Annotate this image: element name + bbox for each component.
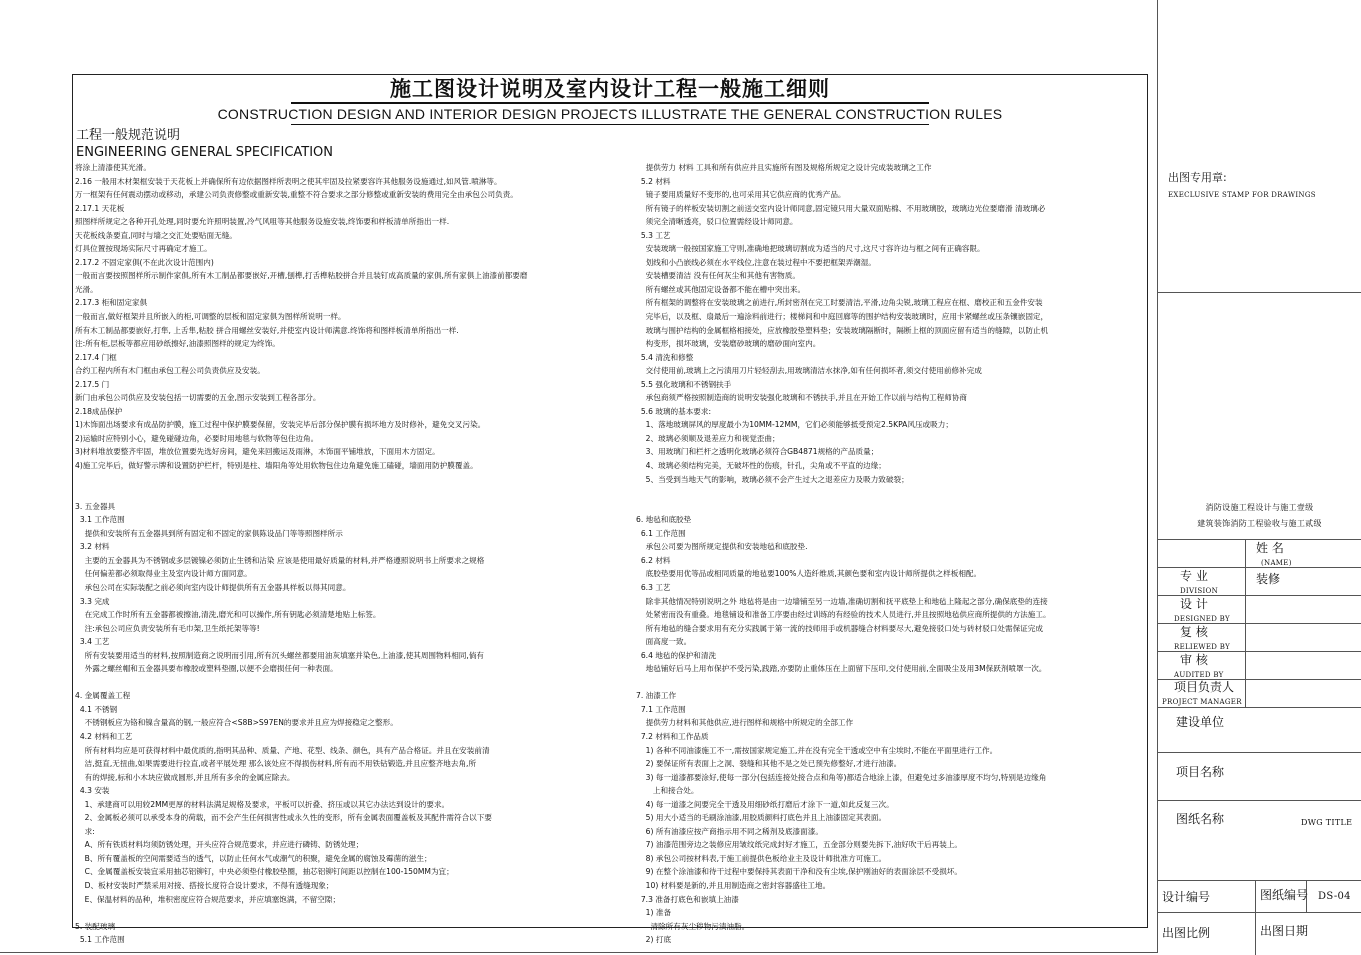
text-line: 2.17.4 门框 — [75, 352, 117, 362]
text-line: 在完成工作时所有五金器都被擦油,清洗,磨光和可以操作,所有钥匙必须清楚地贴上标签。 — [75, 610, 381, 620]
section-heading-en: ENGINEERING GENERAL SPECIFICATION — [76, 145, 334, 160]
text-line: 完毕后，以及框、扇最后一遍涂料前进行；楼梯间和中庭回廊等的围护结构安装玻璃时，应用卡紧螺丝或压条镶嵌固定， — [636, 312, 1049, 322]
text-line: A、所有铁质材料均须防锈处理，开头应符合规范要求，并应进行磷铸、防锈处理； — [75, 840, 364, 850]
project-label: 项目名称 — [1176, 765, 1225, 779]
divider — [1158, 707, 1361, 708]
text-line: 所有材料均应是可获得材料中最优质的,指明其品种、质量、产地、花型、线条、颜色，具有产品合格证。并且在安装前清 — [75, 745, 490, 755]
text-line: 地毡铺好后马上用布保护不受污染,践踏,亦要防止重体压在上面留下压印,交付使用前,全面吸尘及用3M保跃剂喷罩一次。 — [636, 664, 1047, 674]
divider — [1255, 880, 1256, 955]
divider — [1158, 623, 1361, 624]
text-line: 交付使用前,玻璃上之污渍用刀片轻轻刮去,用玻璃清洁水抹净,如有任何损坏者,须交付使用前修补完成 — [636, 366, 982, 376]
text-line: 1、落地玻璃屏风的厚度最小为10MM-12MM，它们必须能够抵受预定2.5KPA风压或吸力； — [636, 420, 953, 430]
dwg-no-value: DS-04 — [1318, 891, 1351, 902]
text-line: 任何偏差都必须取得业主及室内设计师方面同意。 — [75, 569, 252, 579]
text-line: 1、承建商可以用较2MM更厚的材料法满足规格及要求，平板可以折叠、挤压或以其它办法达到设计的要求。 — [75, 799, 450, 809]
date-label: 出图日期 — [1260, 924, 1309, 938]
certification-1: 消防设施工程设计与施工壹级 — [1205, 503, 1314, 512]
text-line: 7.1 工作范围 — [636, 704, 686, 714]
text-line: 6. 地毡和底胶垫 — [636, 515, 692, 525]
text-line: 所有镜子的样板安装切割之前送交室内设计师同意,固定镜只用大量双面贴棉、不用玻璃胶，玻璃边光位要磨滑 清玻璃必 — [636, 203, 1046, 213]
text-line — [75, 676, 630, 690]
text-line: 2.17.1 天花板 — [75, 203, 125, 213]
text-line: 5.5 强化玻璃和不锈钢扶手 — [636, 379, 732, 389]
division-label-cn: 专 业 — [1180, 569, 1208, 583]
certification-2: 建筑装饰消防工程验收与施工贰级 — [1197, 519, 1322, 528]
text-line: 清除所有灰尘秽物污渍油脂。 — [636, 921, 750, 931]
text-line: 3.4 工艺 — [75, 637, 110, 647]
text-line: 光滑。 — [75, 284, 98, 294]
text-line: 所有地毡的缝合要求用有充分实践属于第一流的技师用手或机器缝合材料要尽大,避免接驳口处与砖材驳口处需保证完成 — [636, 623, 1043, 633]
divider — [1158, 752, 1361, 753]
text-line: 承包公司要为图所规定提供和安装地毡和底胶垫. — [636, 542, 808, 552]
text-line: 4) 每一道漆之间要完全干透及用细砂纸打磨后才涂下一道,如此反复三次。 — [636, 799, 894, 809]
divider — [1158, 567, 1361, 568]
text-line: 所有木工制品都要嵌好,打隼, 上舌隼,粘胶 拼合用螺丝安装好,并使室内设计师满意.终饰将和图样板清单所指出一样. — [75, 325, 459, 335]
text-line: 4.3 安装 — [75, 786, 110, 796]
text-line: 1)木饰面出场要求有成品防护膜，施工过程中保护膜要保留，安装完毕后部分保护膜有损坏地方及时修补，避免交叉污染。 — [75, 420, 486, 430]
text-line: 所有框架的调整将在安装玻璃之前进行,所封密剂在完工时要清洁,平滑,边角尖锐,玻璃工程应在框、磨校正和五金件安装 — [636, 298, 1043, 308]
text-line: 5.6 玻璃的基本要求: — [636, 406, 712, 416]
left-text-column — [75, 161, 630, 947]
text-line: 2.17.3 柜和固定家俱 — [75, 298, 148, 308]
stamp-label-cn: 出图专用章: — [1168, 171, 1227, 184]
text-line: 镜子要用质量好不变形的,也可采用其它供应商的优秀产品。 — [636, 190, 846, 200]
name-label-cn: 姓 名 — [1256, 541, 1284, 555]
scale-label: 出图比例 — [1162, 926, 1211, 940]
text-line: 2) 要保证所有表面上之洞、裂缝和其他不是之处已预先修整好,才进行油漆。 — [636, 759, 902, 769]
text-line: 除非其他情况特别说明之外 地毡将是由一边墙铺至另一边墙,准确切割和抚平底垫上和地毡上隆起之部分,确保底垫的连接 — [636, 596, 1048, 606]
divider — [1158, 292, 1361, 293]
text-line: 4.2 材料和工艺 — [75, 731, 133, 741]
divider — [1158, 595, 1361, 596]
text-line: 1) 准备 — [636, 908, 672, 918]
text-line: 求: — [75, 826, 95, 836]
text-line: 所有安装要用适当的材料,按照制造商之说明而引用,所有沉头螺丝都要用油灰填塞并染色,上油漆,使其周围物料相同,倘有 — [75, 650, 484, 660]
text-line: 2.18成品保护 — [75, 406, 123, 416]
text-line — [75, 486, 630, 500]
text-line: 提供劳力材料和其他供应,进行图样和规格中所规定的全部工作 — [636, 718, 854, 728]
text-line: 6.3 工艺 — [636, 582, 671, 592]
text-line: 面高度一致。 — [636, 637, 692, 647]
text-line: 主要的五金器具为不锈钢或多层镀镍必须防止生锈和沾染 应该是使用最好质量的材料,并严格遵照说明书上所要求之规格 — [75, 555, 485, 565]
drawing-title-en: DWG TITLE — [1301, 818, 1353, 827]
text-line: 一般而言要按照图样所示制作家俱,所有木工制品都要嵌好,开槽,刨榫,打舌榫粘胶拼合并且装钉成高质量的家俱,所有家俱上油漆前都要磨 — [75, 271, 528, 281]
text-line: 5. 装配玻璃 — [75, 921, 116, 931]
text-line: 2) 打底 — [636, 935, 672, 945]
text-line: 5、当受到当地天气的影响，玻璃必须不会产生过大之退差应力及吸力致破裂； — [636, 474, 909, 484]
text-line: 5.1 工作范围 — [75, 935, 125, 945]
text-line: 5.3 工艺 — [636, 230, 671, 240]
title-underline-en — [291, 124, 929, 125]
text-line — [75, 906, 630, 920]
text-line: 6.1 工作范围 — [636, 528, 686, 538]
dwg-no-label: 图纸编号 — [1260, 888, 1309, 902]
text-line: 天花板线条要直,同时与墙之交汇处要贴面无缝。 — [75, 230, 237, 240]
text-line: 4、玻璃必须结构完美，无破坏性的伤痕，针孔，尖角或不平直的边缘； — [636, 461, 886, 471]
audited-label-en: AUDITED BY — [1174, 671, 1224, 679]
text-line: 6.2 材料 — [636, 555, 671, 565]
text-line: 7.2 材料和工作品质 — [636, 731, 709, 741]
text-line: 安装槽要清洁 没有任何灰尘和其他有害物质。 — [636, 271, 800, 281]
text-line: 2.17.5 门 — [75, 379, 110, 389]
text-line: C、金属覆盖板安装宜采用抽芯铝铆钉，中央必须垫付橡胶垫圈，抽芯铝铆钉间距以控制在100-150MM为宜； — [75, 867, 454, 877]
division-label-en: DIVISION — [1180, 587, 1219, 595]
text-line: 2.17.2 不固定家俱(不在此次设计范围内) — [75, 257, 214, 267]
divider — [1158, 651, 1361, 652]
text-line: 处紧密而没有重叠。地毯铺设和准备工序要由经过训练的有经验的技术人员进行,并且按照地毡供应商所提供的方法施工。 — [636, 610, 1051, 620]
text-line: 底胶垫要用优等品或相同质量的地毡要100%人造纤维质,其颜色要和室内设计师所提供之样板相配。 — [636, 569, 982, 579]
text-line: 5) 用大小适当的毛刷涂油漆,用胶质颜料打底色并且上油漆固定其表面。 — [636, 813, 887, 823]
title-underline — [291, 102, 929, 104]
specification-document — [72, 74, 1148, 945]
text-line: 7) 油漆范围旁边之装修应用皱纹纸完成封好才施工，五金部分则要先拆下,油好吹干后再装上。 — [636, 840, 963, 850]
text-line: 玻璃与围护结构的金属框格相接处，应放橡胶垫塑料垫；安装玻璃隔断时，隔断上框的顶面应留有适当的缝隙，以防止机 — [636, 325, 1049, 335]
text-line: 注:所有柜,层板等都应用砂纸擦好,油漆照图样的规定为终饰。 — [75, 339, 280, 349]
text-line: 6.4 地毡的保护和清洗 — [636, 650, 717, 660]
text-line: 4. 金属覆盖工程 — [75, 691, 131, 701]
text-line: 一般而言,做好框架并且所嵌入的柜,可调整的层板和固定家俱为图样所说明一样。 — [75, 312, 346, 322]
text-line: 洁,挺直,无扭曲,如果需要进行拉直,或者平展处理 那么该处应不得损伤材料,所有而不用铁钻锻造,并且应整齐地去角,所 — [75, 759, 477, 769]
text-line: 5.4 清洗和修整 — [636, 352, 694, 362]
text-line: 有的焊接,标和小木块应做成圆形,并且所有多余的金属应除去。 — [75, 772, 295, 782]
text-line: 3) 每一道漆都要涂好,使每一部分(包括连接处接合点和角等)都适合地涂上漆，但避免过多油漆厚度不均匀,特别是边缘角 — [636, 772, 1047, 782]
text-line: 7.3 准备打底色和嵌填上油漆 — [636, 894, 739, 904]
text-line: 6) 所有油漆应按产商指示用不同之稀剂及底漆面漆。 — [636, 826, 823, 836]
text-line: 3、用玻璃门和栏杆之透明化玻璃必须符合GB4871规格的产品质量； — [636, 447, 879, 457]
divider — [1158, 912, 1361, 913]
text-line — [636, 486, 1146, 500]
text-line: 照图样所规定之各种开孔处理,同时要允许照明装置,冷气风咀等其他服务设施安装,终饰要和样板清单所指出一样. — [75, 217, 450, 227]
text-line: 万一框架有任何震动摆动或移动，承建公司负责修整或重新安装,重整不符合要求之部分修整或重新安装的费用完全由承包公司负责。 — [75, 190, 518, 200]
text-line: 构变形，损坏玻璃，安装磨砂玻璃的磨砂面向室内。 — [636, 339, 821, 349]
text-line: 注:承包公司应负责安装所有毛巾架,卫生纸托架等等! — [75, 623, 260, 633]
text-line: 5.2 材料 — [636, 176, 671, 186]
text-line: 10) 材料要是新的,并且用制造商之密封容器盛往工地。 — [636, 880, 831, 890]
stamp-label-en: EXECLUSIVE STAMP FOR DRAWINGS — [1168, 191, 1316, 199]
text-line: 8) 承包公司按材料表,于施工前提供色板给业主及设计师批准方可施工。 — [636, 853, 887, 863]
text-line: 所有螺丝或其他固定设备都不能在槽中突出来。 — [636, 284, 806, 294]
text-line: 须完全清晰透亮，驳口位置需经设计师同意。 — [636, 217, 798, 227]
text-line: 4.1 不锈钢 — [75, 704, 118, 714]
document-title-cn: 施工图设计说明及室内设计工程一般施工细则 — [390, 77, 830, 101]
name-label-en: (NAME) — [1261, 559, 1292, 567]
text-line: 外露之螺丝帽和五金器具要布橡胶或塑料垫圈,以便不会磨损任何一种表面。 — [75, 664, 338, 674]
text-line: 灯具位置按现场实际尺寸再确定才施工。 — [75, 244, 212, 254]
text-line: 安装玻璃一般按国家施工守则,准确地把玻璃切割成为适当的尺寸,这尺寸容许边与框之间有正确容限。 — [636, 244, 985, 254]
text-line: 3)材料堆放要整齐牢固，堆放位置要先选好房间，避免来回搬运及雨淋，木饰面平铺堆放，下面用木方固定。 — [75, 447, 440, 457]
text-line: 1) 各种不同油漆施工不一,需按国家规定施工,并在没有完全干透或空中有尘埃时,不能在平面里进行工作。 — [636, 745, 998, 755]
design-no-label: 设计编号 — [1162, 890, 1211, 904]
right-text-column — [636, 161, 1146, 947]
text-line: 承包公司在实际装配之前必须向室内设计师提供所有五金器具样板以得其同意。 — [75, 582, 351, 592]
client-label: 建设单位 — [1176, 715, 1225, 729]
document-title-en: CONSTRUCTION DESIGN AND INTERIOR DESIGN PROJECTS ILLUSTRATE THE GENERAL CONSTRUCTION RULES — [217, 106, 1003, 122]
text-line: 划线和小凸嵌线必须在水平线位,注意在装过程中不要把框架弄潮湿。 — [636, 257, 876, 267]
text-line: 2、金属板必须可以承受本身的荷载，而不会产生任何损害性或永久性的变形，所有金属表面覆盖板及其配件需符合以下要 — [75, 813, 492, 823]
drawing-name-label: 图纸名称 — [1176, 812, 1225, 826]
divider — [1158, 539, 1361, 540]
text-line: 上和接合处。 — [636, 786, 699, 796]
title-block — [1158, 0, 1361, 955]
text-line: 2)运输时应特别小心，避免碰碰边角，必要时用地毯与软物等包住边角。 — [75, 433, 319, 443]
designed-label-cn: 设 计 — [1180, 597, 1208, 611]
text-line — [636, 676, 1146, 690]
text-line: 提供劳力 材料 工具和所有供应并且实施所有图及规格所规定之设计完成装玻璃之工作 — [636, 163, 932, 172]
text-line: 3.1 工作范围 — [75, 515, 125, 525]
section-heading-cn: 工程一般规范说明 — [76, 128, 181, 143]
division-value: 装修 — [1256, 572, 1281, 586]
text-line: 承包商须严格按照制造商的说明安装强化玻璃和不锈扶手,并且在开始工作以前与结构工程师协商 — [636, 393, 968, 403]
text-line: 2.16 一般用木材架框安装于天花板上并确保所有边依据图样所表明之使其牢固及拉紧要容许其他服务设施通过,如风管.喷淋等。 — [75, 176, 502, 186]
pm-label-cn: 项目负责人 — [1174, 680, 1235, 694]
text-line: 合约工程内所有木门框由承包工程公司负责供应及安装。 — [75, 366, 265, 376]
text-line: E、保温材料的品种，堆积密度应符合规范要求，并应填塞饱满，不留空隙； — [75, 894, 341, 904]
text-line: D、板材安装时严禁采用对接、搭接长度符合设计要求，不得有透缝现象； — [75, 880, 334, 890]
text-line — [636, 500, 1146, 514]
text-line — [75, 473, 630, 487]
text-line: 提供和安装所有五金器具到所有固定和不固定的家俱陈设品门等等照图样所示 — [75, 528, 343, 538]
text-line: 3.3 完成 — [75, 596, 110, 606]
text-line: 9) 在整个涂油漆和待干过程中要保持其表面干净和没有尘埃,保护刚油好的表面涂层不受损坏。 — [636, 867, 963, 877]
text-line: 4)施工完毕后，做好警示牌和设置防护栏杆，特别是柱、墙阳角等处用软物包住边角避免施工磕碰，墙面用防护膜覆盖。 — [75, 461, 478, 471]
divider — [1158, 880, 1361, 881]
designed-label-en: DESIGNED BY — [1174, 615, 1230, 623]
text-line: 7. 油漆工作 — [636, 691, 677, 701]
divider — [1158, 800, 1361, 801]
text-line: 新门由承包公司供应及安装包括一切需要的五金,图示安装到工程各部分。 — [75, 393, 321, 403]
text-line: 不锈钢板应为铬和镍含量高的钢,一般应符合<S8B>S97EN的要求并且应为焊接稳定之整形。 — [75, 718, 398, 728]
reviewed-label-cn: 复 核 — [1180, 625, 1208, 639]
text-line: 2、玻璃必须顺及退差应力和视觉歪曲； — [636, 433, 780, 443]
audited-label-cn: 审 核 — [1180, 653, 1208, 667]
text-line: 将涂上清漆使其光滑。 — [75, 163, 151, 172]
reviewed-label-en: RELIEWED BY — [1174, 643, 1230, 651]
text-line: 3. 五金器具 — [75, 501, 116, 511]
text-line: 3.2 材料 — [75, 542, 110, 552]
pm-label-en: PROJECT MANAGER — [1162, 698, 1242, 706]
text-line: B、所有覆盖板的空间需要适当的透气，以防止任何水气或潮气的积聚，避免金属的腐蚀及霉菌的滋生； — [75, 853, 432, 863]
